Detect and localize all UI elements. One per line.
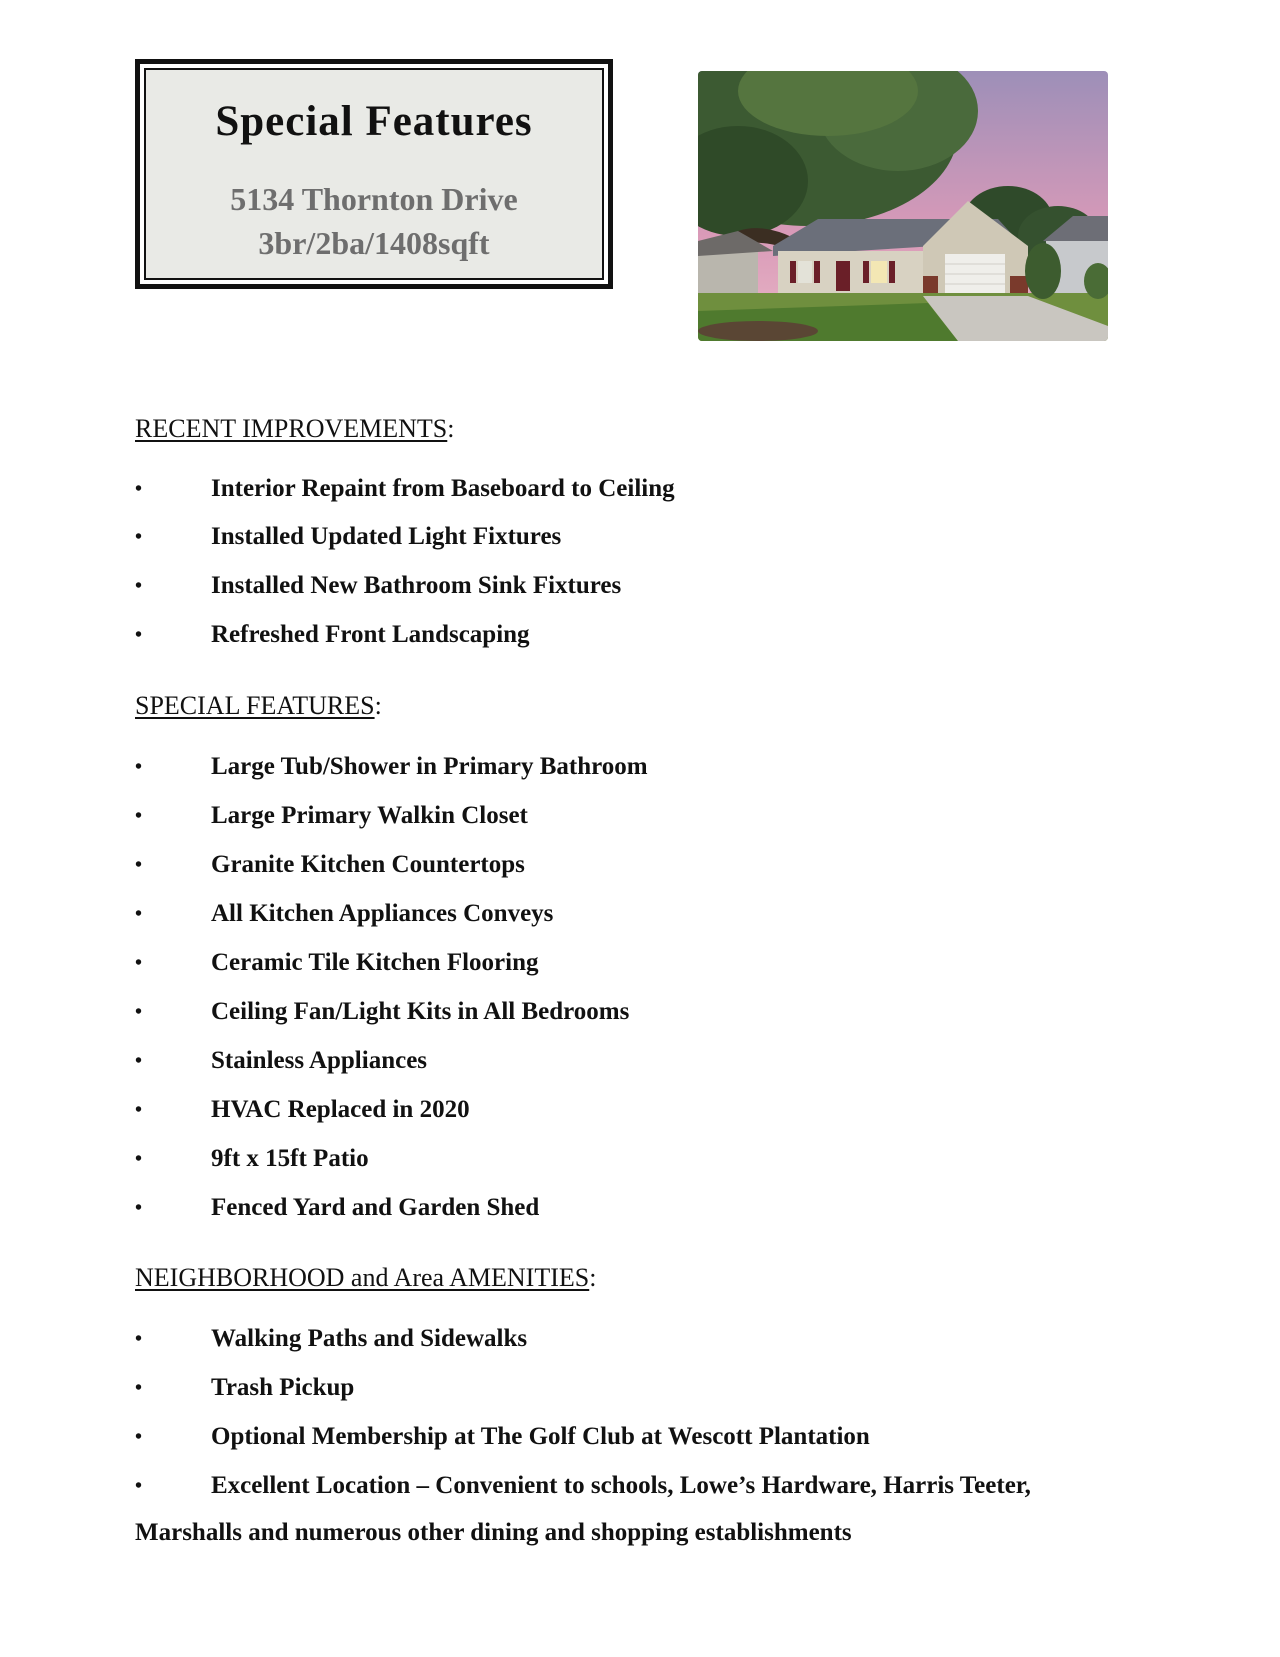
bullet-icon: • <box>135 1197 143 1219</box>
list-item-text: Walking Paths and Sidewalks <box>211 1325 528 1352</box>
list-item-text: 9ft x 15ft Patio <box>211 1145 369 1172</box>
list-item-continuation: Marshalls and numerous other dining and shopping establishments <box>135 1519 852 1546</box>
list-item-text: Ceramic Tile Kitchen Flooring <box>211 949 539 976</box>
list-item-text: Ceiling Fan/Light Kits in All Bedrooms <box>211 998 630 1025</box>
section-heading-text: RECENT IMPROVEMENTS <box>135 414 448 443</box>
list-item-text: Installed New Bathroom Sink Fixtures <box>211 572 622 599</box>
list-item-text: Interior Repaint from Baseboard to Ceiling <box>211 475 675 502</box>
bullet-icon: • <box>135 1426 143 1448</box>
section-heading-colon: : <box>589 1263 597 1292</box>
list-item-text: Installed Updated Light Fixtures <box>211 523 562 550</box>
list-item-text: Optional Membership at The Golf Club at Wescott Plantation <box>211 1423 870 1450</box>
section-heading-colon: : <box>374 691 382 720</box>
title-box-inner <box>144 68 604 280</box>
list-item-text: Fenced Yard and Garden Shed <box>211 1194 540 1221</box>
section-heading-text: SPECIAL FEATURES <box>135 691 375 720</box>
bullet-icon: • <box>135 1475 143 1497</box>
property-specs: 3br/2ba/1408sqft <box>258 225 490 261</box>
house-photo <box>698 71 1108 341</box>
bullet-icon: • <box>135 1377 143 1399</box>
list-item-text: Large Tub/Shower in Primary Bathroom <box>211 753 648 780</box>
bullet-icon: • <box>135 1148 143 1170</box>
list-item-text: Granite Kitchen Countertops <box>211 851 525 878</box>
bullet-icon: • <box>135 1050 143 1072</box>
property-address: 5134 Thornton Drive <box>230 181 518 217</box>
section-heading-colon: : <box>447 414 455 443</box>
bullet-icon: • <box>135 478 143 500</box>
bullet-icon: • <box>135 575 143 597</box>
bullet-icon: • <box>135 1001 143 1023</box>
section-heading-special-features <box>135 693 382 719</box>
list-item-text: Stainless Appliances <box>211 1047 428 1074</box>
bullet-icon: • <box>135 1099 143 1121</box>
list-item-text: Trash Pickup <box>211 1374 355 1401</box>
section-heading-recent-improvements <box>135 416 455 442</box>
bullet-icon: • <box>135 624 143 646</box>
bullet-icon: • <box>135 952 143 974</box>
bullet-icon: • <box>135 756 143 778</box>
list-item-text: All Kitchen Appliances Conveys <box>211 900 554 927</box>
house-photo-icon <box>698 71 1108 341</box>
bullet-icon: • <box>135 1328 143 1350</box>
bullet-icon: • <box>135 526 143 548</box>
list-item-text: Excellent Location – Convenient to schools, Lowe’s Hardware, Harris Teeter, <box>211 1472 1031 1499</box>
bullet-icon: • <box>135 854 143 876</box>
list-item-text: HVAC Replaced in 2020 <box>211 1096 470 1123</box>
section-heading-neighborhood-amenities <box>135 1265 596 1291</box>
title-box <box>135 59 613 289</box>
list-item-text: Refreshed Front Landscaping <box>211 621 530 648</box>
bullet-icon: • <box>135 805 143 827</box>
section-heading-text: NEIGHBORHOOD and Area AMENITIES <box>135 1263 590 1292</box>
page-title: Special Features <box>215 98 533 145</box>
bullet-icon: • <box>135 903 143 925</box>
list-item-text: Large Primary Walkin Closet <box>211 802 528 829</box>
